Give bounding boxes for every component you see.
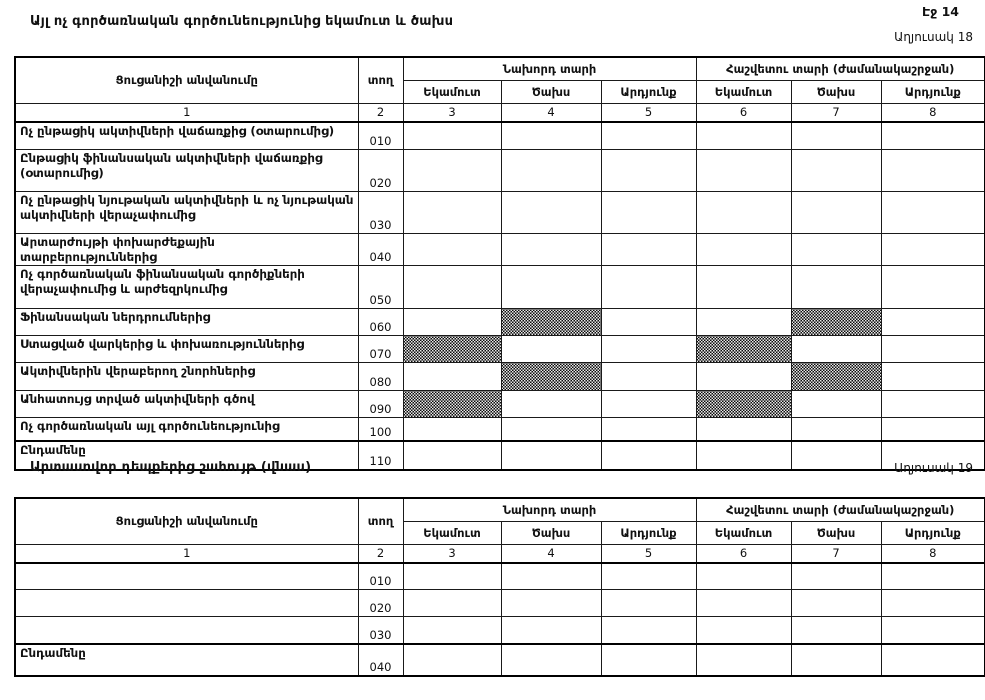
- col-number: 2: [358, 544, 403, 563]
- indicator-label-cell: Ոչ ընթացիկ նյութական ակտիվների և ոչ նյութական ակտիվների վերաչափումից: [15, 192, 358, 234]
- data-cell: [881, 644, 985, 676]
- data-cell: [791, 391, 881, 418]
- data-cell: [403, 234, 501, 266]
- data-cell: [403, 418, 501, 441]
- header-indicator: Ցուցանիշի անվանումը: [15, 57, 358, 103]
- blocked-cell: [403, 391, 501, 418]
- blocked-cell: [791, 309, 881, 336]
- data-cell: [881, 234, 985, 266]
- indicator-label-cell: Ընթացիկ ֆինանսական ակտիվների վաճառքից (օտարումից): [15, 150, 358, 192]
- col-number: 1: [15, 544, 358, 563]
- data-cell: [601, 391, 696, 418]
- table19-header-row-groups: [15, 498, 985, 521]
- data-cell: [501, 563, 601, 590]
- data-cell: [403, 266, 501, 309]
- indicator-label-cell: Ֆինանսական ներդրումներից: [15, 309, 358, 336]
- col-number: 4: [501, 544, 601, 563]
- data-cell: [791, 590, 881, 617]
- indicator-label-cell: Ստացված վարկերից և փոխառություններից: [15, 336, 358, 363]
- table19-label: Աղյուսակ 19: [894, 461, 973, 475]
- indicator-label-cell: Ընդամենը: [15, 644, 358, 676]
- indicator-label-cell: Ընդամենը: [15, 441, 358, 470]
- row-code-cell: 050: [358, 266, 403, 309]
- col-number: 2: [358, 103, 403, 122]
- data-cell: [881, 563, 985, 590]
- header-expense-prev: Ծախս: [501, 521, 601, 544]
- data-cell: [696, 122, 791, 150]
- data-cell: [696, 617, 791, 644]
- table-row: [15, 192, 985, 234]
- indicator-label-cell: Ոչ գործառնական ֆինանսական գործիքների վերաչափումից և արժեզրկումից: [15, 266, 358, 309]
- data-cell: [601, 563, 696, 590]
- data-cell: [501, 266, 601, 309]
- data-cell: [881, 590, 985, 617]
- data-cell: [791, 644, 881, 676]
- section2-title: Արտասովոր դեպքերից շահույթ (վնաս): [30, 460, 312, 475]
- data-cell: [601, 266, 696, 309]
- header-report-year-group: Հաշվետու տարի (ժամանակաշրջան): [696, 498, 985, 521]
- row-code-cell: 040: [358, 644, 403, 676]
- data-cell: [791, 192, 881, 234]
- data-cell: [696, 234, 791, 266]
- data-cell: [501, 150, 601, 192]
- indicator-label-cell: [15, 590, 358, 617]
- data-cell: [696, 150, 791, 192]
- data-cell: [881, 363, 985, 391]
- data-cell: [501, 617, 601, 644]
- header-prev-year-group: Նախորդ տարի: [403, 57, 696, 80]
- header-row-code: տող: [358, 57, 403, 103]
- data-cell: [791, 336, 881, 363]
- table-row: [15, 234, 985, 266]
- table-row: [15, 418, 985, 441]
- data-cell: [403, 309, 501, 336]
- table-row: [15, 563, 985, 590]
- header-report-year-group: Հաշվետու տարի (ժամանակաշրջան): [696, 57, 985, 80]
- blocked-cell: [696, 336, 791, 363]
- data-cell: [881, 266, 985, 309]
- blocked-cell: [791, 363, 881, 391]
- header-expense-report: Ծախս: [791, 521, 881, 544]
- data-cell: [696, 192, 791, 234]
- data-cell: [696, 418, 791, 441]
- section1-title: Այլ ոչ գործառնական գործունեությունից եկամուտ և ծախս: [30, 14, 454, 29]
- col-number: 8: [881, 103, 985, 122]
- data-cell: [696, 266, 791, 309]
- header-income-report: Եկամուտ: [696, 521, 791, 544]
- header-indicator: Ցուցանիշի անվանումը: [15, 498, 358, 544]
- header-row-code: տող: [358, 498, 403, 544]
- data-cell: [881, 418, 985, 441]
- data-cell: [791, 441, 881, 470]
- data-cell: [791, 418, 881, 441]
- data-cell: [601, 122, 696, 150]
- data-cell: [601, 441, 696, 470]
- indicator-label-cell: Արտարժույթի փոխարժեքային տարբերություններից: [15, 234, 358, 266]
- header-expense-report: Ծախս: [791, 80, 881, 103]
- blocked-cell: [501, 363, 601, 391]
- data-cell: [601, 617, 696, 644]
- data-cell: [403, 192, 501, 234]
- col-number: 6: [696, 544, 791, 563]
- data-cell: [501, 336, 601, 363]
- col-number: 4: [501, 103, 601, 122]
- table18-header-row-groups: [15, 57, 985, 80]
- data-cell: [881, 122, 985, 150]
- table-row: [15, 617, 985, 644]
- header-result-report: Արդյունք: [881, 80, 985, 103]
- row-code-cell: 060: [358, 309, 403, 336]
- data-cell: [696, 563, 791, 590]
- col-number: 6: [696, 103, 791, 122]
- data-cell: [601, 336, 696, 363]
- header-income-prev: Եկամուտ: [403, 521, 501, 544]
- indicator-label-cell: Ակտիվներին վերաբերող շնորհներից: [15, 363, 358, 391]
- data-cell: [601, 150, 696, 192]
- table18-label: Աղյուսակ 18: [894, 30, 973, 44]
- data-cell: [696, 441, 791, 470]
- data-cell: [881, 192, 985, 234]
- row-code-cell: 080: [358, 363, 403, 391]
- data-cell: [403, 122, 501, 150]
- col-number: 7: [791, 544, 881, 563]
- col-number: 8: [881, 544, 985, 563]
- data-cell: [501, 441, 601, 470]
- data-cell: [403, 617, 501, 644]
- data-cell: [791, 234, 881, 266]
- data-cell: [601, 644, 696, 676]
- table-row: [15, 590, 985, 617]
- row-code-cell: 010: [358, 122, 403, 150]
- data-cell: [501, 234, 601, 266]
- row-code-cell: 100: [358, 418, 403, 441]
- data-cell: [696, 309, 791, 336]
- blocked-cell: [696, 391, 791, 418]
- header-result-prev: Արդյունք: [601, 521, 696, 544]
- row-code-cell: 070: [358, 336, 403, 363]
- header-result-report: Արդյունք: [881, 521, 985, 544]
- data-cell: [403, 644, 501, 676]
- data-cell: [501, 192, 601, 234]
- table-row: [15, 266, 985, 309]
- indicator-label-cell: Անհատույց տրված ակտիվների գծով: [15, 391, 358, 418]
- data-cell: [601, 590, 696, 617]
- data-cell: [501, 391, 601, 418]
- data-cell: [696, 644, 791, 676]
- table-row: [15, 336, 985, 363]
- row-code-cell: 020: [358, 150, 403, 192]
- row-code-cell: 010: [358, 563, 403, 590]
- data-cell: [791, 122, 881, 150]
- table-row: [15, 391, 985, 418]
- table18-column-numbers-row: [15, 103, 985, 122]
- row-code-cell: 090: [358, 391, 403, 418]
- data-cell: [791, 617, 881, 644]
- col-number: 1: [15, 103, 358, 122]
- data-cell: [403, 590, 501, 617]
- total-row: [15, 644, 985, 676]
- data-cell: [403, 363, 501, 391]
- header-expense-prev: Ծախս: [501, 80, 601, 103]
- data-cell: [501, 590, 601, 617]
- row-code-cell: 020: [358, 590, 403, 617]
- indicator-label-cell: [15, 617, 358, 644]
- col-number: 3: [403, 544, 501, 563]
- row-code-cell: 030: [358, 617, 403, 644]
- table-row: [15, 363, 985, 391]
- row-code-cell: 040: [358, 234, 403, 266]
- indicator-label-cell: [15, 563, 358, 590]
- table-row: [15, 122, 985, 150]
- blocked-cell: [403, 336, 501, 363]
- table-18: [14, 56, 985, 471]
- data-cell: [881, 336, 985, 363]
- row-code-cell: 110: [358, 441, 403, 470]
- data-cell: [601, 192, 696, 234]
- data-cell: [501, 122, 601, 150]
- data-cell: [696, 363, 791, 391]
- page-number: Էջ 14: [921, 4, 959, 19]
- table-19: [14, 497, 985, 677]
- table19-column-numbers-row: [15, 544, 985, 563]
- data-cell: [403, 563, 501, 590]
- data-cell: [791, 563, 881, 590]
- col-number: 3: [403, 103, 501, 122]
- data-cell: [881, 309, 985, 336]
- data-cell: [696, 590, 791, 617]
- col-number: 5: [601, 103, 696, 122]
- data-cell: [881, 391, 985, 418]
- data-cell: [881, 150, 985, 192]
- header-result-prev: Արդյունք: [601, 80, 696, 103]
- header-prev-year-group: Նախորդ տարի: [403, 498, 696, 521]
- table-row: [15, 150, 985, 192]
- data-cell: [601, 234, 696, 266]
- data-cell: [601, 418, 696, 441]
- table-row: [15, 309, 985, 336]
- data-cell: [791, 266, 881, 309]
- data-cell: [881, 617, 985, 644]
- data-cell: [403, 150, 501, 192]
- data-cell: [791, 150, 881, 192]
- data-cell: [601, 363, 696, 391]
- data-cell: [601, 309, 696, 336]
- header-income-report: Եկամուտ: [696, 80, 791, 103]
- row-code-cell: 030: [358, 192, 403, 234]
- header-income-prev: Եկամուտ: [403, 80, 501, 103]
- data-cell: [501, 418, 601, 441]
- blocked-cell: [501, 309, 601, 336]
- indicator-label-cell: Ոչ գործառնական այլ գործունեությունից: [15, 418, 358, 441]
- indicator-label-cell: Ոչ ընթացիկ ակտիվների վաճառքից (օտարումից): [15, 122, 358, 150]
- data-cell: [403, 441, 501, 470]
- col-number: 7: [791, 103, 881, 122]
- col-number: 5: [601, 544, 696, 563]
- data-cell: [501, 644, 601, 676]
